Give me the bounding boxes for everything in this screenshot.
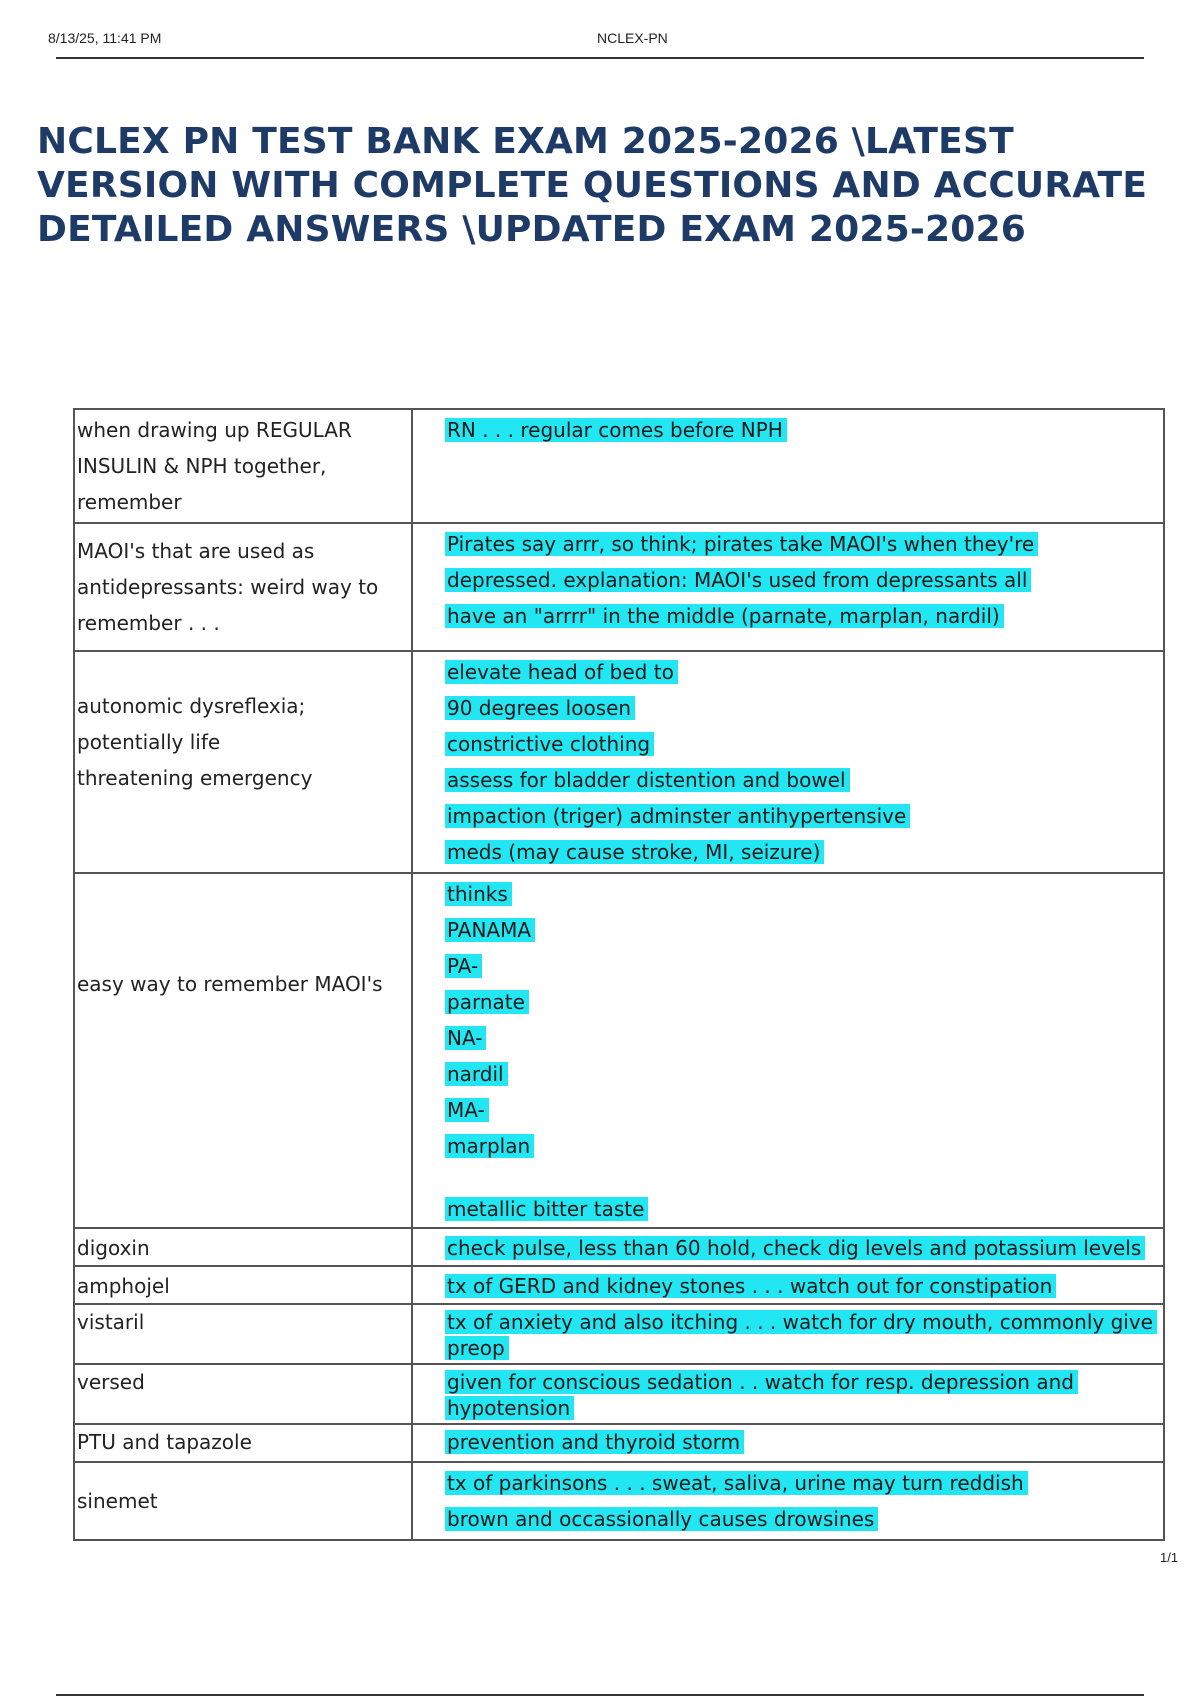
highlighted-answer: tx of anxiety and also itching . . . watch for dry mouth, commonly give preop (445, 1310, 1157, 1360)
highlighted-answer: Pirates say arrr, so think; pirates take MAOI's when they're (445, 532, 1038, 556)
highlighted-answer: parnate (445, 990, 529, 1014)
highlighted-answer: marplan (445, 1134, 534, 1158)
term-cell (74, 523, 412, 651)
definition-cell (412, 1228, 1164, 1266)
footer-divider (56, 1694, 1144, 1696)
term-line: remember . . . (77, 611, 220, 635)
highlighted-answer: metallic bitter taste (445, 1197, 648, 1221)
definition-cell (412, 1266, 1164, 1304)
term-cell (74, 651, 412, 873)
highlighted-answer: constrictive clothing (445, 732, 654, 756)
definition-cell (412, 523, 1164, 651)
highlighted-answer: prevention and thyroid storm (445, 1430, 744, 1454)
definition-cell (412, 1424, 1164, 1462)
table-row (74, 1424, 1164, 1462)
term-line: when drawing up REGULAR (77, 418, 352, 442)
table-row (74, 651, 1164, 873)
term-line: threatening emergency (77, 766, 313, 790)
highlighted-answer: elevate head of bed to (445, 660, 678, 684)
term-line: antidepressants: weird way to (77, 575, 379, 599)
term-cell: versed (74, 1364, 412, 1424)
term-line: MAOI's that are used as (77, 539, 315, 563)
term-cell (74, 873, 412, 1228)
definition-cell (412, 409, 1164, 523)
highlighted-answer: thinks (445, 882, 512, 906)
table-row (74, 873, 1164, 1228)
term-line: autonomic dysreflexia; (77, 694, 306, 718)
blank-line (445, 1164, 1153, 1196)
highlighted-answer: 90 degrees loosen (445, 696, 635, 720)
definition-cell (412, 1304, 1164, 1364)
highlighted-answer: NA- (445, 1026, 486, 1050)
print-datetime: 8/13/25, 11:41 PM (48, 30, 162, 46)
highlighted-answer: meds (may cause stroke, MI, seizure) (445, 840, 824, 864)
table-row (74, 1266, 1164, 1304)
highlighted-answer: assess for bladder distention and bowel (445, 768, 850, 792)
highlighted-answer: given for conscious sedation . . watch for resp. depression and hypotension (445, 1370, 1078, 1420)
table-row (74, 523, 1164, 651)
header-divider (56, 57, 1144, 59)
flashcard-table (73, 408, 1165, 1541)
term-line: INSULIN & NPH together, (77, 454, 327, 478)
highlighted-answer: depressed. explanation: MAOI's used from depressants all (445, 568, 1031, 592)
highlighted-answer: PANAMA (445, 918, 535, 942)
table-row (74, 1228, 1164, 1266)
term-line: easy way to remember MAOI's (77, 972, 383, 996)
highlighted-answer: nardil (445, 1062, 508, 1086)
highlighted-answer: have an "arrrr" in the middle (parnate, marplan, nardil) (445, 604, 1004, 628)
table-row (74, 409, 1164, 523)
term-cell: PTU and tapazole (74, 1424, 412, 1462)
highlighted-answer: tx of parkinsons . . . sweat, saliva, urine may turn reddish (445, 1471, 1028, 1495)
table-row (74, 1304, 1164, 1364)
table-row (74, 1462, 1164, 1540)
term-cell: digoxin (74, 1228, 412, 1266)
definition-cell (412, 1462, 1164, 1540)
term-cell: amphojel (74, 1266, 412, 1304)
highlighted-answer: MA- (445, 1098, 489, 1122)
definition-cell (412, 651, 1164, 873)
definition-cell (412, 1364, 1164, 1424)
highlighted-answer: RN . . . regular comes before NPH (445, 418, 787, 442)
term-line: remember (77, 490, 182, 514)
table-row (74, 1364, 1164, 1424)
page-number: 1/1 (1160, 1550, 1179, 1565)
term-cell: vistaril (74, 1304, 412, 1364)
definition-cell (412, 873, 1164, 1228)
print-page-title: NCLEX-PN (597, 30, 668, 46)
term-cell (74, 409, 412, 523)
highlighted-answer: PA- (445, 954, 482, 978)
highlighted-answer: tx of GERD and kidney stones . . . watch out for constipation (445, 1274, 1056, 1298)
document-title: NCLEX PN TEST BANK EXAM 2025-2026 \LATEST VERSION WITH COMPLETE QUESTIONS AND ACCURATE DETAILED ANSWERS \UPDATED EXAM 2025-2026 (37, 121, 1148, 250)
term-line: potentially life (77, 730, 221, 754)
term-cell: sinemet (74, 1462, 412, 1540)
highlighted-answer: check pulse, less than 60 hold, check dig levels and potassium levels (445, 1236, 1145, 1260)
highlighted-answer: impaction (triger) adminster antihypertensive (445, 804, 910, 828)
highlighted-answer: brown and occassionally causes drowsines (445, 1507, 878, 1531)
